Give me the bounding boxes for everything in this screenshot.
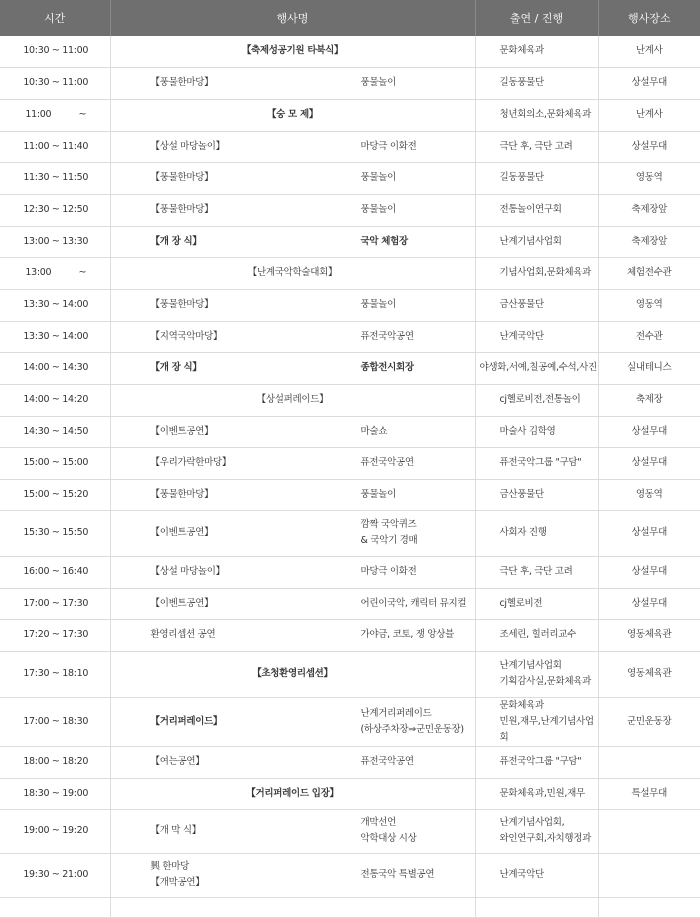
cell-event [110,853,475,897]
cell-place: 특설무대 [598,778,700,809]
cell-event [110,226,475,257]
cell-time: 11:00 ~ 11:40 [0,131,110,162]
table-header [0,0,700,36]
performer-text: 야생화,서예,칠공예,수석,사진 [479,362,597,373]
event-title: 【거리퍼레이드 입장】 [246,787,339,799]
event-category: 【이벤트공연】 [150,597,214,609]
cell-event [110,619,475,651]
cell-performer [475,226,598,257]
table-row [0,352,700,384]
event-category: 【우리가락한마당】 [150,457,232,468]
cell-performer [475,588,598,619]
cell-time: 17:00 ~ 17:30 [0,588,110,619]
table-row [0,67,700,99]
cell-time: 14:00 ~ 14:30 [0,352,110,384]
cell-place: 난계사 [598,36,700,67]
event-category: 【거리퍼레이드】 [150,715,223,727]
cell-performer [475,416,598,447]
cell-performer [475,778,598,809]
event-program: 어린이국악, 캐릭터 뮤지컬 [360,597,467,609]
cell-performer [475,36,598,67]
cell-event [110,809,475,853]
cell-event [110,897,475,917]
cell-event [110,556,475,588]
cell-time: 15:00 ~ 15:20 [0,479,110,510]
event-program: 퓨전국악공연 [360,330,414,342]
performer-text: cj헬로비전 [499,597,543,609]
table-body [0,36,700,917]
cell-time: 19:30 ~ 21:00 [0,853,110,897]
table-row [0,897,700,917]
cell-place [598,809,700,853]
cell-time: 16:00 ~ 16:40 [0,556,110,588]
cell-place: 영동체육관 [598,651,700,697]
table-row [0,257,700,289]
cell-event [110,447,475,479]
table-row [0,131,700,162]
event-category: 환영리셉션 공연 [150,629,216,640]
cell-place: 상설무대 [598,588,700,619]
table-row [0,194,700,226]
cell-performer [475,99,598,131]
event-program: 난계거리퍼레이드 (하상주차장⇒군민운동장) [360,707,464,735]
event-program: 깜짝 국악퀴즈 & 국악기 경매 [360,519,418,546]
cell-place: 영동역 [598,162,700,194]
event-program: 풍물놀이 [360,204,397,215]
event-program: 마당극 이화전 [360,140,417,152]
cell-time: 18:30 ~ 19:00 [0,778,110,809]
table-row [0,384,700,416]
performer-text: 사회자 진행 [499,527,547,538]
performer-text: 길동풍물단 [499,77,544,88]
event-program: 풍물놀이 [360,488,397,500]
cell-event [110,99,475,131]
header-time: 시간 [0,0,110,36]
cell-performer [475,131,598,162]
cell-event [110,384,475,416]
cell-performer [475,67,598,99]
table-row [0,746,700,778]
cell-event [110,194,475,226]
cell-time: 13:00 ~ 13:30 [0,226,110,257]
event-category: 興 한마당 【개막공연】 [150,861,205,888]
performer-text: 극단 후, 극단 고려 [499,566,573,577]
cell-event [110,257,475,289]
cell-place: 축제장앞 [598,194,700,226]
table-row [0,36,700,67]
cell-performer [475,384,598,416]
cell-event [110,289,475,321]
cell-performer [475,619,598,651]
cell-time: 13:30 ~ 14:00 [0,321,110,352]
cell-place: 상설무대 [598,447,700,479]
cell-event [110,131,475,162]
cell-time: 17:30 ~ 18:10 [0,651,110,697]
header-place: 행사장소 [598,0,700,36]
cell-place: 상설무대 [598,131,700,162]
cell-event [110,36,475,67]
event-category: 【여는공연】 [150,756,205,767]
event-program: 종합전시회장 [360,362,414,373]
event-program: 가야금, 코토, 쟁 앙상블 [360,629,454,640]
table-row [0,510,700,556]
performer-text: 난계국악단 [499,330,544,342]
table-row [0,697,700,746]
event-program: 마술쇼 [360,425,388,437]
cell-time: 15:30 ~ 15:50 [0,510,110,556]
performer-text: 금산풍물단 [499,299,544,310]
event-program: 퓨전국악공연 [360,756,414,767]
cell-event [110,479,475,510]
cell-place [598,853,700,897]
cell-place: 난계사 [598,99,700,131]
performer-text: 금산풍물단 [499,488,544,500]
cell-performer [475,352,598,384]
event-title: 【축제성공기원 타북식】 [241,45,344,57]
event-program: 개막선언 악학대상 시상 [360,817,417,844]
event-category: 【풍물한마당】 [150,488,214,500]
table-row [0,479,700,510]
cell-time: 13:00 ~ [0,257,110,289]
cell-event [110,746,475,778]
performer-text: 난계기념사업회, 와인연구회,자치행정과 [499,817,591,844]
event-category: 【상설 마당놀이】 [150,566,225,577]
cell-performer [475,447,598,479]
event-title: 【상설퍼레이드】 [256,394,329,405]
event-category: 【풍물한마당】 [150,204,214,215]
cell-event [110,697,475,746]
cell-performer [475,257,598,289]
cell-performer [475,289,598,321]
event-category: 【풍물한마당】 [150,77,214,88]
cell-time: 17:20 ~ 17:30 [0,619,110,651]
cell-performer [475,479,598,510]
cell-place [598,746,700,778]
cell-time: 14:30 ~ 14:50 [0,416,110,447]
event-program: 마당극 이화전 [360,566,417,577]
cell-time: 12:30 ~ 12:50 [0,194,110,226]
performer-text: 기념사업회,문화체육과 [499,267,591,278]
cell-performer [475,697,598,746]
event-category: 【상설 마당놀이】 [150,140,225,152]
cell-performer [475,746,598,778]
event-category: 【개 장 식】 [150,235,202,247]
cell-time: 17:00 ~ 18:30 [0,697,110,746]
cell-time: 11:00 ~ [0,99,110,131]
cell-performer [475,510,598,556]
event-program: 풍물놀이 [360,299,397,310]
cell-event [110,321,475,352]
table-row [0,162,700,194]
cell-performer [475,853,598,897]
performer-text: 문화체육과 [499,45,544,57]
cell-place: 영동체육관 [598,619,700,651]
table-row [0,619,700,651]
table-row [0,853,700,897]
cell-place: 축제장앞 [598,226,700,257]
table-row [0,778,700,809]
event-title: 【숭 모 제】 [266,109,319,120]
performer-text: 극단 후, 극단 고려 [499,140,573,152]
table-row [0,588,700,619]
performer-text: 난계기념사업회 [499,235,562,247]
event-category: 【개 막 식】 [150,825,201,836]
event-category: 【지역국악마당】 [150,330,223,342]
cell-time: 19:00 ~ 19:20 [0,809,110,853]
cell-time: 18:00 ~ 18:20 [0,746,110,778]
performer-text: 문화체육과,민원,재무 [499,787,585,799]
event-program: 퓨전국악공연 [360,457,414,468]
event-program: 풍물놀이 [360,172,397,183]
table-row [0,416,700,447]
performer-text: 난계국악단 [499,869,544,880]
cell-time: 13:30 ~ 14:00 [0,289,110,321]
cell-place: 상설무대 [598,556,700,588]
performer-text: 마술사 김학영 [499,425,556,437]
cell-place [598,897,700,917]
table-row [0,99,700,131]
header-event: 행사명 [110,0,475,36]
cell-event [110,162,475,194]
event-category: 【개 장 식】 [150,362,202,373]
cell-performer [475,809,598,853]
cell-performer [475,321,598,352]
cell-place: 축제장 [598,384,700,416]
performer-text: 난계기념사업회 기획감사실,문화체육과 [499,660,591,687]
performer-text: 문화체육과 민원,재무,난계기념사업회 [499,699,594,743]
cell-event [110,352,475,384]
cell-performer [475,194,598,226]
cell-event [110,588,475,619]
cell-place: 전수관 [598,321,700,352]
cell-time [0,897,110,917]
event-category: 【풍물한마당】 [150,172,214,183]
event-category: 【이벤트공연】 [150,425,214,437]
event-category: 【이벤트공연】 [150,527,214,538]
performer-text: 퓨전국악그룹 "구담" [499,756,582,767]
performer-text: 퓨전국악그룹 "구담" [499,457,582,468]
header-performer: 출연 / 진행 [475,0,598,36]
cell-place: 상설무대 [598,67,700,99]
cell-performer [475,556,598,588]
event-program: 풍물놀이 [360,77,397,88]
event-title: 【초청환영리셉션】 [252,668,333,679]
table-row [0,809,700,853]
event-program: 국악 체험장 [360,235,408,247]
cell-place: 군민운동장 [598,697,700,746]
table-row [0,321,700,352]
table-row [0,651,700,697]
table-row [0,556,700,588]
cell-time: 10:30 ~ 11:00 [0,67,110,99]
cell-event [110,67,475,99]
table-row [0,289,700,321]
event-category: 【풍물한마당】 [150,299,214,310]
cell-time: 15:00 ~ 15:00 [0,447,110,479]
cell-place: 상설무대 [598,510,700,556]
table-row [0,447,700,479]
cell-place: 상설무대 [598,416,700,447]
cell-time: 10:30 ~ 11:00 [0,36,110,67]
cell-performer [475,897,598,917]
performer-text: 조세린, 힐러리교수 [499,629,576,640]
cell-place: 실내테니스 [598,352,700,384]
event-program: 전통국악 특별공연 [360,869,435,880]
table-row [0,226,700,257]
performer-text: cj헬로비전,전통놀이 [499,394,581,405]
performer-text: 청년회의소,문화체육과 [499,109,591,120]
cell-event [110,416,475,447]
cell-time: 11:30 ~ 11:50 [0,162,110,194]
performer-text: 길동풍물단 [499,172,544,183]
event-title: 【난계국악학술대회】 [247,267,338,278]
performer-text: 전통놀이연구회 [499,204,562,215]
cell-event [110,651,475,697]
cell-time: 14:00 ~ 14:20 [0,384,110,416]
cell-event [110,510,475,556]
cell-event [110,778,475,809]
cell-performer [475,162,598,194]
cell-place: 체험전수관 [598,257,700,289]
cell-place: 영동역 [598,289,700,321]
cell-place: 영동역 [598,479,700,510]
cell-performer [475,651,598,697]
